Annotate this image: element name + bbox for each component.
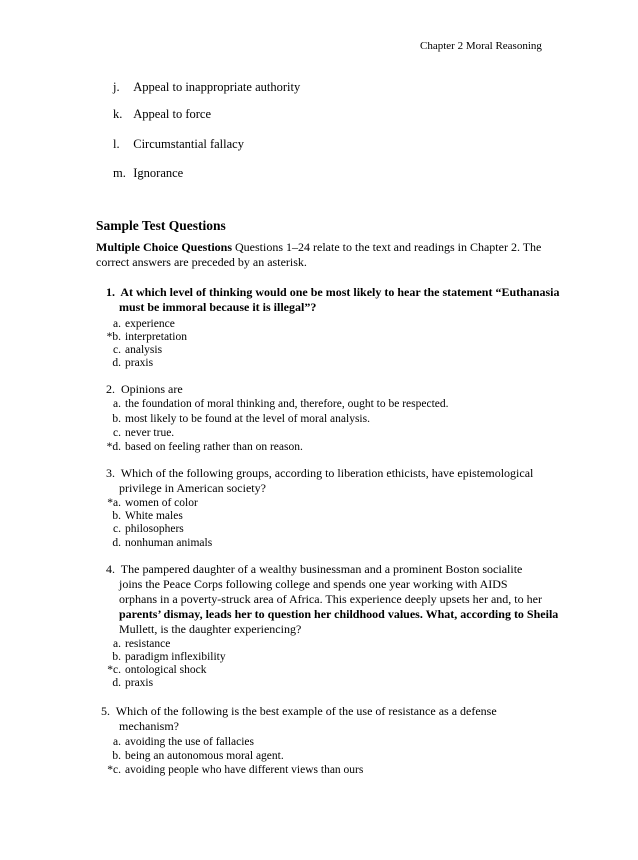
list-item: j. Appeal to inappropriate authority bbox=[113, 80, 301, 94]
option: a. experience bbox=[113, 318, 175, 330]
question-5: 5. Which of the following is the best example of the use of resistance as a defense bbox=[101, 704, 497, 718]
running-header: Chapter 2 Moral Reasoning bbox=[420, 40, 542, 52]
option-correct: *c. avoiding people who have different views than ours bbox=[107, 764, 364, 776]
option-correct: *a. women of color bbox=[107, 497, 198, 509]
option: a. avoiding the use of fallacies bbox=[113, 736, 255, 748]
option: d. nonhuman animals bbox=[112, 537, 213, 549]
option: d. praxis bbox=[112, 677, 154, 689]
question-4: 4. The pampered daughter of a wealthy businessman and a prominent Boston socialite bbox=[106, 562, 523, 576]
option: b. being an autonomous moral agent. bbox=[112, 750, 284, 762]
list-item: k. Appeal to force bbox=[113, 107, 211, 121]
option: c. never true. bbox=[113, 427, 175, 439]
question-4-line3: orphans in a poverty-struck area of Africa. This experience deeply upsets her and, to her bbox=[119, 592, 542, 606]
section-title: Sample Test Questions bbox=[96, 218, 226, 233]
option-correct: *c. ontological shock bbox=[107, 664, 207, 676]
question-5-line2: mechanism? bbox=[119, 719, 179, 733]
option: a. resistance bbox=[113, 638, 171, 650]
question-3: 3. Which of the following groups, according to liberation ethicists, have epistemological bbox=[106, 466, 534, 480]
question-4-line2: joins the Peace Corps following college and spends one year working with AIDS bbox=[119, 577, 508, 591]
question-4-line5: Mullett, is the daughter experiencing? bbox=[119, 622, 302, 636]
option: b. White males bbox=[112, 510, 183, 522]
question-4-line4: parents’ dismay, leads her to question her childhood values. What, according to Sheila bbox=[119, 607, 559, 621]
list-item: l. Circumstantial fallacy bbox=[113, 137, 244, 151]
section-intro-line2: correct answers are preceded by an asterisk. bbox=[96, 255, 307, 269]
option-correct: *b. interpretation bbox=[106, 331, 187, 343]
option: c. analysis bbox=[113, 344, 163, 356]
question-1: 1. At which level of thinking would one be most likely to hear the statement “Euthanasia bbox=[106, 285, 560, 299]
list-item: m. Ignorance bbox=[113, 166, 184, 180]
option-correct: *d. based on feeling rather than on reason. bbox=[106, 441, 303, 453]
option: a. the foundation of moral thinking and, therefore, ought to be respected. bbox=[113, 398, 449, 410]
question-1-line2: must be immoral because it is illegal”? bbox=[119, 300, 317, 314]
question-3-line2: privilege in American society? bbox=[119, 481, 266, 495]
option: b. most likely to be found at the level of moral analysis. bbox=[112, 413, 370, 425]
section-intro: Multiple Choice Questions Questions 1–24 relate to the text and readings in Chapter 2. The bbox=[96, 240, 542, 254]
option: d. praxis bbox=[112, 357, 154, 369]
option: c. philosophers bbox=[113, 523, 184, 535]
question-2: 2. Opinions are bbox=[106, 382, 183, 396]
option: b. paradigm inflexibility bbox=[112, 651, 226, 663]
